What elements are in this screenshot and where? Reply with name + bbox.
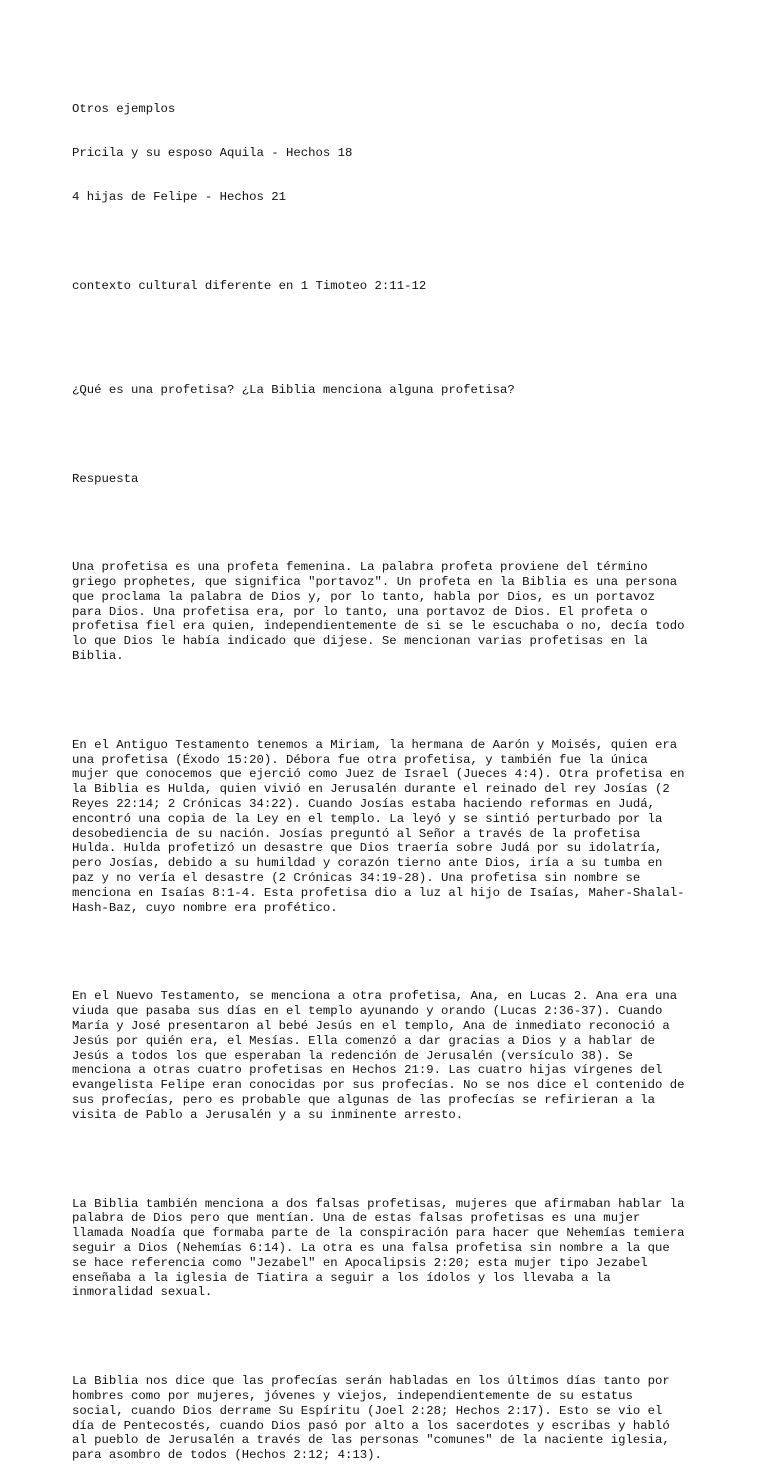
header-line-hijas-felipe: 4 hijas de Felipe - Hechos 21 (72, 190, 287, 205)
context-line: contexto cultural diferente en 1 Timoteo 2:11-12 (72, 279, 427, 294)
header-line-otros-ejemplos: Otros ejemplos (72, 101, 176, 116)
document-body (72, 72, 712, 1478)
answer-label: Respuesta (72, 471, 139, 486)
paragraph-new-testament: En el Nuevo Testamento, se menciona a otra profetisa, Ana, en Lucas 2. Ana era una viuda que pasaba sus días en el templo ayunando y orando (Lucas 2:36-37). Cuando María y José presentaron al bebé Jesús en el templo, Ana de inmediato reconoció a Jesús por quién era, el Mesías. Ella comenzó a dar gracias a Dios y a hablar de Jesús a todos los que esperaban la redención de Jerusalén (versículo 38). Se menciona a otras cuatro profetisas en Hechos 21:9. Las cuatro hijas vírgenes del evangelista Felipe eran conocidas por sus profecías. No se nos dice el contenido de sus profecías, pero es probable que algunas de las profecías se refirieran a la visita de Pablo a Jerusalén y a su inminente arresto. (72, 989, 685, 1122)
question-heading: ¿Qué es una profetisa? ¿La Biblia menciona alguna profetisa? (72, 382, 515, 397)
paragraph-definition: Una profetisa es una profeta femenina. La palabra profeta proviene del término griego prophetes, que significa "portavoz". Un profeta en la Biblia es una persona que proclama la palabra de Dios y, por lo tanto, habla por Dios, es un portavoz para Dios. Una profetisa era, por lo tanto, una portavoz de Dios. El profeta o profetisa fiel era quien, independientemente de si se le escuchaba o no, decía todo lo que Dios le había indicado que dijese. Se mencionan varias profetisas en la Biblia. (72, 560, 685, 664)
header-line-pricila: Pricila y su esposo Aquila - Hechos 18 (72, 145, 353, 160)
paragraph-old-testament: En el Antiguo Testamento tenemos a Miriam, la hermana de Aarón y Moisés, quien era una profetisa (Éxodo 15:20). Débora fue otra profetisa, y también fue la única mujer que conocemos que ejerció como Juez de Israel (Jueces 4:4). Otra profetisa en la Biblia es Hulda, quien vivió en Jerusalén durante el reinado del rey Josías (2 Reyes 22:14; 2 Crónicas 34:22). Cuando Josías estaba haciendo reformas en Judá, encontró una copia de la Ley en el templo. La leyó y se sintió perturbado por la desobediencia de su nación. Josías preguntó al Señor a través de la profetisa Hulda. Hulda profetizó un desastre que Dios traería sobre Judá por su idolatría, pero Josías, debido a su humildad y corazón tierno ante Dios, iría a su tumba en paz y no vería el desastre (2 Crónicas 34:19-28). Una profetisa sin nombre se menciona en Isaías 8:1-4. Esta profetisa dio a luz al hijo de Isaías, Maher-Shalal- Hash-Baz, cuyo nombre era profético. (72, 737, 685, 915)
paragraph-false-prophetesses: La Biblia también menciona a dos falsas profetisas, mujeres que afirmaban hablar la palabra de Dios pero que mentían. Una de estas falsas profetisas es una mujer llamada Noadía que formaba parte de la conspiración para hacer que Nehemías temiera seguir a Dios (Nehemías 6:14). La otra es una falsa profetisa sin nombre a la que se hace referencia como "Jezabel" en Apocalipsis 2:20; esta mujer tipo Jezabel enseñaba a la iglesia de Tiatira a seguir a los ídolos y los llevaba a la inmoralidad sexual. (72, 1196, 685, 1300)
paragraph-last-days: La Biblia nos dice que las profecías serán habladas en los últimos días tanto por hombres como por mujeres, jóvenes y viejos, independientemente de su estatus social, cuando Dios derrame Su Espíritu (Joel 2:28; Hechos 2:17). Esto se vio el día de Pentecostés, cuando Dios pasó por alto a los sacerdotes y escribas y habló al pueblo de Jerusalén a través de las personas "comunes" de la naciente iglesia, para asombro de todos (Hechos 2:12; 4:13). (72, 1374, 670, 1463)
